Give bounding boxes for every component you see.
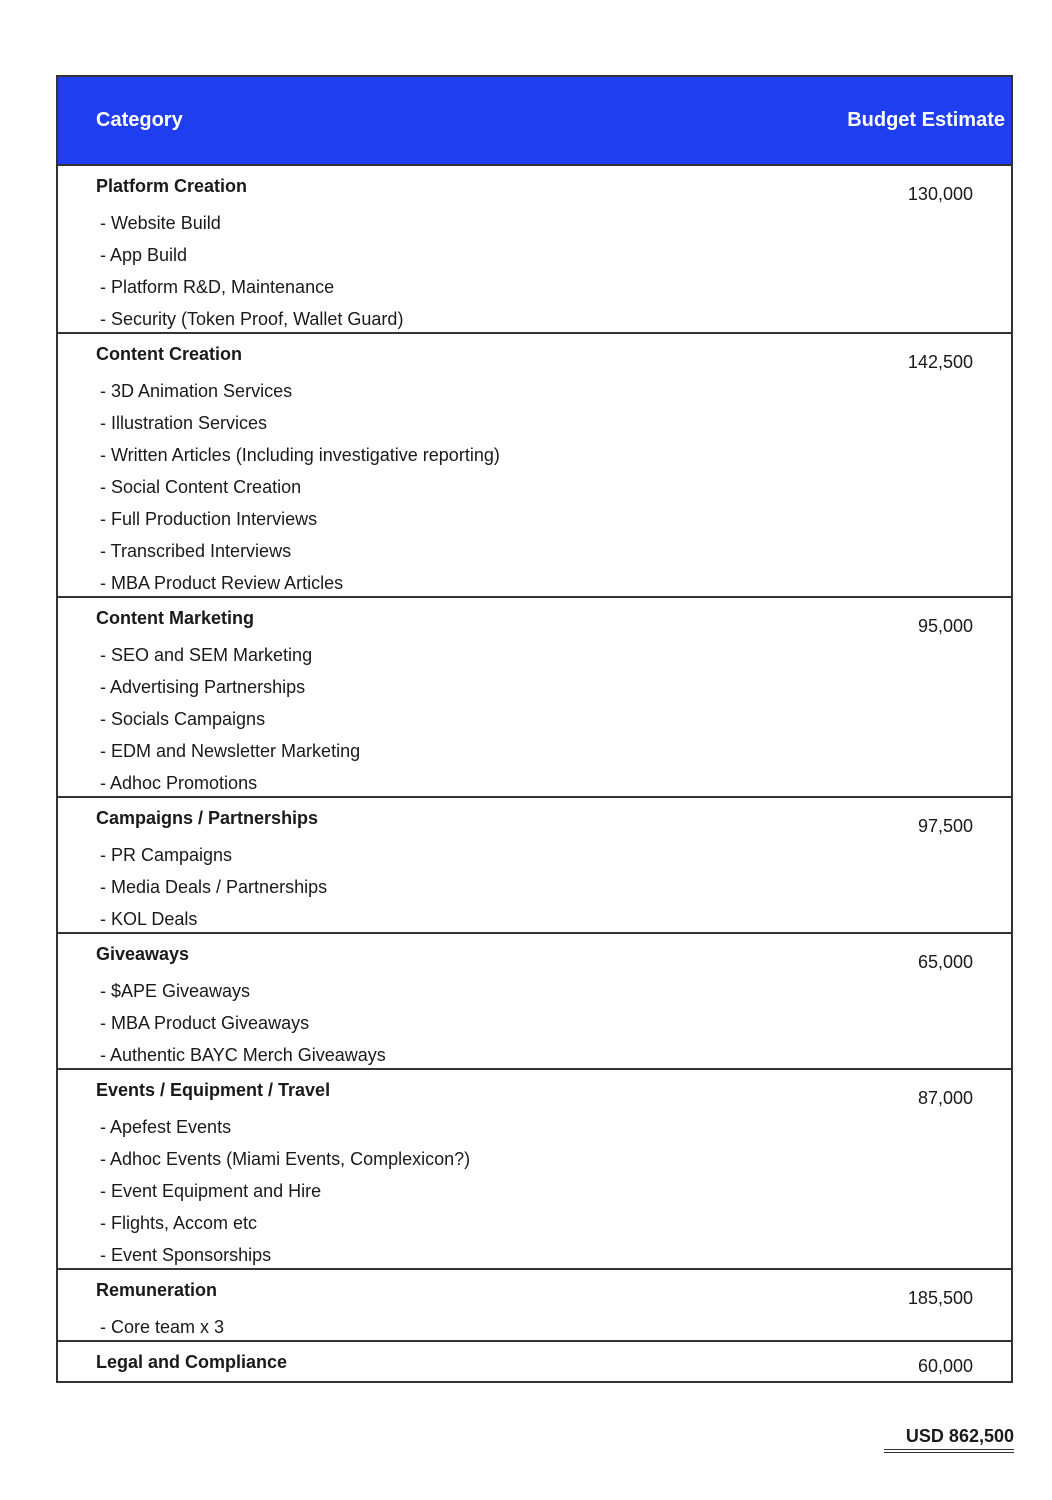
list-item: - $APE Giveaways — [100, 981, 251, 1001]
section-title: Platform Creation — [96, 176, 248, 196]
section-title: Campaigns / Partnerships — [96, 808, 319, 828]
section-legal-compliance — [58, 1342, 1011, 1381]
list-item: - KOL Deals — [100, 909, 198, 929]
section-amount: 130,000 — [907, 184, 973, 204]
section-amount: 95,000 — [917, 616, 973, 636]
list-item: - EDM and Newsletter Marketing — [100, 741, 361, 761]
list-item: - Advertising Partnerships — [100, 677, 306, 697]
list-item: - Security (Token Proof, Wallet Guard) — [100, 309, 404, 329]
section-amount: 185,500 — [907, 1288, 973, 1308]
budget-estimate-header: Budget Estimate — [847, 109, 1005, 131]
section-items — [100, 845, 327, 941]
section-remuneration — [58, 1270, 1011, 1342]
section-amount: 65,000 — [917, 952, 973, 972]
section-amount: 87,000 — [917, 1088, 973, 1108]
section-title: Content Creation — [96, 344, 242, 364]
list-item: - Written Articles (Including investigative reporting) — [100, 445, 500, 465]
list-item: - Platform R&D, Maintenance — [100, 277, 335, 297]
section-events-equipment-travel — [58, 1070, 1011, 1270]
list-item: - App Build — [100, 245, 188, 265]
section-content-marketing — [58, 598, 1011, 798]
section-items — [100, 645, 360, 805]
section-platform-creation — [58, 166, 1011, 334]
list-item: - Event Equipment and Hire — [100, 1181, 322, 1201]
section-amount: 97,500 — [917, 816, 973, 836]
section-items — [100, 1117, 470, 1277]
section-amount: 60,000 — [917, 1356, 973, 1376]
list-item: - Full Production Interviews — [100, 509, 318, 529]
list-item: - Event Sponsorships — [100, 1245, 272, 1265]
list-item: - Transcribed Interviews — [100, 541, 292, 561]
list-item: - Website Build — [100, 213, 221, 233]
table-header — [58, 77, 1011, 166]
section-giveaways — [58, 934, 1011, 1070]
section-items — [100, 981, 386, 1077]
list-item: - Adhoc Events (Miami Events, Complexicon?) — [100, 1149, 471, 1169]
list-item: - 3D Animation Services — [100, 381, 293, 401]
list-item: - PR Campaigns — [100, 845, 233, 865]
grand-total: USD 862,500 — [884, 1426, 1014, 1453]
list-item: - Illustration Services — [100, 413, 268, 433]
section-title: Remuneration — [96, 1280, 218, 1300]
section-title: Legal and Compliance — [96, 1352, 288, 1372]
list-item: - Core team x 3 — [100, 1317, 225, 1337]
section-campaigns-partnerships — [58, 798, 1011, 934]
budget-table — [56, 75, 1013, 1383]
section-content-creation — [58, 334, 1011, 598]
list-item: - Apefest Events — [100, 1117, 232, 1137]
list-item: - Flights, Accom etc — [100, 1213, 258, 1233]
list-item: - Social Content Creation — [100, 477, 302, 497]
category-header: Category — [96, 109, 183, 131]
section-items — [100, 213, 403, 341]
list-item: - MBA Product Giveaways — [100, 1013, 310, 1033]
list-item: - Adhoc Promotions — [100, 773, 258, 793]
section-title: Giveaways — [96, 944, 190, 964]
section-title: Events / Equipment / Travel — [96, 1080, 331, 1100]
list-item: - Media Deals / Partnerships — [100, 877, 328, 897]
list-item: - MBA Product Review Articles — [100, 573, 344, 593]
list-item: - SEO and SEM Marketing — [100, 645, 313, 665]
section-items — [100, 381, 500, 605]
list-item: - Socials Campaigns — [100, 709, 266, 729]
section-amount: 142,500 — [907, 352, 973, 372]
list-item: - Authentic BAYC Merch Giveaways — [100, 1045, 386, 1065]
section-title: Content Marketing — [96, 608, 255, 628]
